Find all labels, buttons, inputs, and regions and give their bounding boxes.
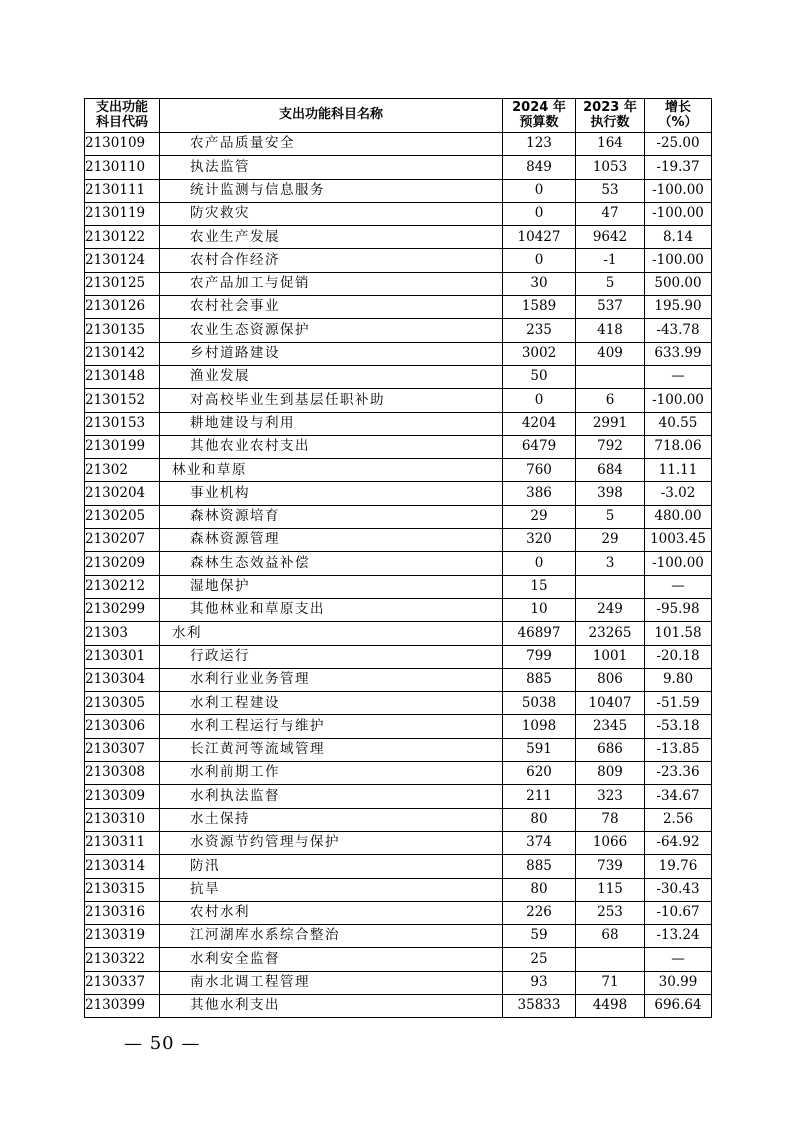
table-row — [85, 365, 712, 388]
budget-2024-value: 885 — [503, 855, 576, 878]
table-row — [85, 971, 712, 994]
page-number: — 50 — — [124, 1033, 201, 1054]
item-name: 水土保持 — [160, 808, 503, 831]
actual-2023-value — [576, 575, 645, 598]
item-code: 2130109 — [85, 133, 160, 156]
budget-2024-value: 235 — [503, 319, 576, 342]
actual-2023-value: 23265 — [576, 622, 645, 645]
growth-value: 8.14 — [645, 226, 712, 249]
item-code: 2130125 — [85, 272, 160, 295]
table-row — [85, 459, 712, 482]
budget-2024-value: 80 — [503, 878, 576, 901]
table-row — [85, 272, 712, 295]
growth-value: -3.02 — [645, 482, 712, 505]
table-row — [85, 552, 712, 575]
budget-2024-value: 0 — [503, 389, 576, 412]
table-row — [85, 901, 712, 924]
budget-2024-value: 760 — [503, 459, 576, 482]
table-body — [85, 133, 712, 1018]
item-code: 2130152 — [85, 389, 160, 412]
header-actual-2023: 2023 年 执行数 — [576, 99, 645, 133]
table-row — [85, 575, 712, 598]
budget-2024-value: 35833 — [503, 994, 576, 1017]
actual-2023-value: 1066 — [576, 831, 645, 854]
item-code: 2130148 — [85, 365, 160, 388]
item-name: 防灾救灾 — [160, 202, 503, 225]
growth-value: — — [645, 948, 712, 971]
item-name: 南水北调工程管理 — [160, 971, 503, 994]
actual-2023-value: 5 — [576, 272, 645, 295]
actual-2023-value: 115 — [576, 878, 645, 901]
actual-2023-value: 686 — [576, 738, 645, 761]
table-row — [85, 133, 712, 156]
budget-2024-value: 25 — [503, 948, 576, 971]
item-code: 2130316 — [85, 901, 160, 924]
item-name: 执法监管 — [160, 156, 503, 179]
item-name: 水利前期工作 — [160, 762, 503, 785]
item-code: 2130153 — [85, 412, 160, 435]
actual-2023-value: 537 — [576, 296, 645, 319]
growth-value: 30.99 — [645, 971, 712, 994]
item-code: 2130314 — [85, 855, 160, 878]
table-row — [85, 692, 712, 715]
item-code: 2130122 — [85, 226, 160, 249]
item-code: 2130299 — [85, 598, 160, 621]
growth-value: -95.98 — [645, 598, 712, 621]
table-row — [85, 156, 712, 179]
budget-2024-value: 849 — [503, 156, 576, 179]
actual-2023-value: 409 — [576, 342, 645, 365]
actual-2023-value: 249 — [576, 598, 645, 621]
growth-value: -30.43 — [645, 878, 712, 901]
budget-2024-value: 10 — [503, 598, 576, 621]
growth-value: -25.00 — [645, 133, 712, 156]
budget-2024-value: 0 — [503, 179, 576, 202]
budget-2024-value: 211 — [503, 785, 576, 808]
budget-2024-value: 0 — [503, 249, 576, 272]
item-name: 水利 — [160, 622, 503, 645]
actual-2023-value: 6 — [576, 389, 645, 412]
item-name: 其他农业农村支出 — [160, 435, 503, 458]
table-row — [85, 878, 712, 901]
budget-2024-value: 386 — [503, 482, 576, 505]
item-name: 江河湖库水系综合整治 — [160, 925, 503, 948]
item-name: 林业和草原 — [160, 459, 503, 482]
item-name: 森林生态效益补偿 — [160, 552, 503, 575]
item-name: 农村水利 — [160, 901, 503, 924]
growth-value: 718.06 — [645, 435, 712, 458]
actual-2023-value: 418 — [576, 319, 645, 342]
growth-value: 480.00 — [645, 505, 712, 528]
item-name: 其他林业和草原支出 — [160, 598, 503, 621]
table-row — [85, 622, 712, 645]
growth-value: -51.59 — [645, 692, 712, 715]
growth-value: -34.67 — [645, 785, 712, 808]
table-row — [85, 738, 712, 761]
growth-value: -100.00 — [645, 249, 712, 272]
header-code: 支出功能 科目代码 — [85, 99, 160, 133]
growth-value: — — [645, 575, 712, 598]
budget-2024-value: 5038 — [503, 692, 576, 715]
actual-2023-value — [576, 948, 645, 971]
actual-2023-value: 68 — [576, 925, 645, 948]
actual-2023-value: 53 — [576, 179, 645, 202]
item-name: 对高校毕业生到基层任职补助 — [160, 389, 503, 412]
table-row — [85, 226, 712, 249]
item-code: 2130304 — [85, 668, 160, 691]
budget-2024-value: 123 — [503, 133, 576, 156]
budget-2024-value: 320 — [503, 529, 576, 552]
item-code: 2130308 — [85, 762, 160, 785]
actual-2023-value: 792 — [576, 435, 645, 458]
growth-value: 500.00 — [645, 272, 712, 295]
item-name: 森林资源培育 — [160, 505, 503, 528]
growth-value: -43.78 — [645, 319, 712, 342]
item-code: 2130311 — [85, 831, 160, 854]
actual-2023-value: 1001 — [576, 645, 645, 668]
growth-value: 9.80 — [645, 668, 712, 691]
item-code: 2130204 — [85, 482, 160, 505]
item-name: 事业机构 — [160, 482, 503, 505]
item-name: 森林资源管理 — [160, 529, 503, 552]
growth-value: — — [645, 365, 712, 388]
actual-2023-value: 2345 — [576, 715, 645, 738]
growth-value: 2.56 — [645, 808, 712, 831]
actual-2023-value: 1053 — [576, 156, 645, 179]
budget-2024-value: 1098 — [503, 715, 576, 738]
actual-2023-value: 4498 — [576, 994, 645, 1017]
item-name: 农业生产发展 — [160, 226, 503, 249]
growth-value: 11.11 — [645, 459, 712, 482]
growth-value: 195.90 — [645, 296, 712, 319]
item-code: 2130199 — [85, 435, 160, 458]
item-name: 行政运行 — [160, 645, 503, 668]
budget-2024-value: 591 — [503, 738, 576, 761]
actual-2023-value: 10407 — [576, 692, 645, 715]
growth-value: -13.85 — [645, 738, 712, 761]
item-code: 2130319 — [85, 925, 160, 948]
item-code: 2130306 — [85, 715, 160, 738]
growth-value: -53.18 — [645, 715, 712, 738]
budget-2024-value: 59 — [503, 925, 576, 948]
item-code: 2130305 — [85, 692, 160, 715]
item-name: 农业生态资源保护 — [160, 319, 503, 342]
item-name: 渔业发展 — [160, 365, 503, 388]
table-row — [85, 925, 712, 948]
growth-value: 19.76 — [645, 855, 712, 878]
growth-value: 40.55 — [645, 412, 712, 435]
table-row — [85, 831, 712, 854]
growth-value: -20.18 — [645, 645, 712, 668]
actual-2023-value — [576, 365, 645, 388]
table-row — [85, 645, 712, 668]
growth-value: -13.24 — [645, 925, 712, 948]
item-code: 21302 — [85, 459, 160, 482]
budget-2024-value: 46897 — [503, 622, 576, 645]
table-row — [85, 249, 712, 272]
table-row — [85, 296, 712, 319]
item-code: 2130337 — [85, 971, 160, 994]
item-code: 2130309 — [85, 785, 160, 808]
table-row — [85, 412, 712, 435]
item-name: 统计监测与信息服务 — [160, 179, 503, 202]
table-row — [85, 202, 712, 225]
table-row — [85, 948, 712, 971]
item-code: 2130322 — [85, 948, 160, 971]
growth-value: 696.64 — [645, 994, 712, 1017]
growth-value: -100.00 — [645, 202, 712, 225]
item-name: 乡村道路建设 — [160, 342, 503, 365]
item-name: 水利工程运行与维护 — [160, 715, 503, 738]
item-name: 长江黄河等流域管理 — [160, 738, 503, 761]
item-code: 2130142 — [85, 342, 160, 365]
header-budget-2024: 2024 年 预算数 — [503, 99, 576, 133]
item-code: 2130135 — [85, 319, 160, 342]
actual-2023-value: 806 — [576, 668, 645, 691]
table-row — [85, 668, 712, 691]
header-row — [85, 99, 712, 133]
item-name: 湿地保护 — [160, 575, 503, 598]
budget-2024-value: 80 — [503, 808, 576, 831]
budget-2024-value: 10427 — [503, 226, 576, 249]
table-row — [85, 598, 712, 621]
actual-2023-value: 29 — [576, 529, 645, 552]
growth-value: -19.37 — [645, 156, 712, 179]
item-name: 农产品质量安全 — [160, 133, 503, 156]
item-code: 21303 — [85, 622, 160, 645]
actual-2023-value: 164 — [576, 133, 645, 156]
budget-2024-value: 0 — [503, 202, 576, 225]
actual-2023-value: 78 — [576, 808, 645, 831]
item-code: 2130110 — [85, 156, 160, 179]
actual-2023-value: 2991 — [576, 412, 645, 435]
item-code: 2130315 — [85, 878, 160, 901]
table-row — [85, 808, 712, 831]
item-name: 耕地建设与利用 — [160, 412, 503, 435]
budget-2024-value: 374 — [503, 831, 576, 854]
table-row — [85, 762, 712, 785]
budget-2024-value: 620 — [503, 762, 576, 785]
actual-2023-value: 3 — [576, 552, 645, 575]
item-name: 水利安全监督 — [160, 948, 503, 971]
actual-2023-value: 5 — [576, 505, 645, 528]
budget-2024-value: 226 — [503, 901, 576, 924]
item-name: 水利工程建设 — [160, 692, 503, 715]
item-code: 2130209 — [85, 552, 160, 575]
item-code: 2130119 — [85, 202, 160, 225]
table-row — [85, 482, 712, 505]
item-name: 农村社会事业 — [160, 296, 503, 319]
item-code: 2130399 — [85, 994, 160, 1017]
actual-2023-value: 47 — [576, 202, 645, 225]
growth-value: -64.92 — [645, 831, 712, 854]
budget-2024-value: 4204 — [503, 412, 576, 435]
item-code: 2130212 — [85, 575, 160, 598]
actual-2023-value: 684 — [576, 459, 645, 482]
budget-2024-value: 3002 — [503, 342, 576, 365]
item-code: 2130207 — [85, 529, 160, 552]
actual-2023-value: 739 — [576, 855, 645, 878]
budget-2024-value: 15 — [503, 575, 576, 598]
actual-2023-value: 323 — [576, 785, 645, 808]
item-code: 2130307 — [85, 738, 160, 761]
growth-value: 101.58 — [645, 622, 712, 645]
item-code: 2130111 — [85, 179, 160, 202]
item-name: 农村合作经济 — [160, 249, 503, 272]
growth-value: 633.99 — [645, 342, 712, 365]
actual-2023-value: 9642 — [576, 226, 645, 249]
table-row — [85, 715, 712, 738]
budget-2024-value: 29 — [503, 505, 576, 528]
item-name: 水利行业业务管理 — [160, 668, 503, 691]
actual-2023-value: 71 — [576, 971, 645, 994]
table-row — [85, 994, 712, 1017]
item-name: 水资源节约管理与保护 — [160, 831, 503, 854]
table-row — [85, 342, 712, 365]
actual-2023-value: 253 — [576, 901, 645, 924]
growth-value: -10.67 — [645, 901, 712, 924]
growth-value: 1003.45 — [645, 529, 712, 552]
item-code: 2130124 — [85, 249, 160, 272]
item-name: 农产品加工与促销 — [160, 272, 503, 295]
budget-2024-value: 0 — [503, 552, 576, 575]
table-row — [85, 435, 712, 458]
item-code: 2130205 — [85, 505, 160, 528]
growth-value: -23.36 — [645, 762, 712, 785]
table-row — [85, 389, 712, 412]
table-row — [85, 785, 712, 808]
growth-value: -100.00 — [645, 552, 712, 575]
table-row — [85, 529, 712, 552]
item-name: 防汛 — [160, 855, 503, 878]
item-name: 抗旱 — [160, 878, 503, 901]
budget-2024-value: 885 — [503, 668, 576, 691]
actual-2023-value: -1 — [576, 249, 645, 272]
budget-2024-value: 93 — [503, 971, 576, 994]
actual-2023-value: 809 — [576, 762, 645, 785]
budget-2024-value: 30 — [503, 272, 576, 295]
table-row — [85, 505, 712, 528]
table-row — [85, 179, 712, 202]
budget-table — [84, 98, 712, 1018]
item-name: 其他水利支出 — [160, 994, 503, 1017]
budget-2024-value: 799 — [503, 645, 576, 668]
header-growth: 增长 （%） — [645, 99, 712, 133]
growth-value: -100.00 — [645, 389, 712, 412]
item-code: 2130301 — [85, 645, 160, 668]
item-name: 水利执法监督 — [160, 785, 503, 808]
header-name: 支出功能科目名称 — [160, 99, 503, 133]
table-row — [85, 855, 712, 878]
budget-2024-value: 50 — [503, 365, 576, 388]
item-code: 2130126 — [85, 296, 160, 319]
item-code: 2130310 — [85, 808, 160, 831]
actual-2023-value: 398 — [576, 482, 645, 505]
budget-2024-value: 1589 — [503, 296, 576, 319]
budget-2024-value: 6479 — [503, 435, 576, 458]
table-row — [85, 319, 712, 342]
growth-value: -100.00 — [645, 179, 712, 202]
